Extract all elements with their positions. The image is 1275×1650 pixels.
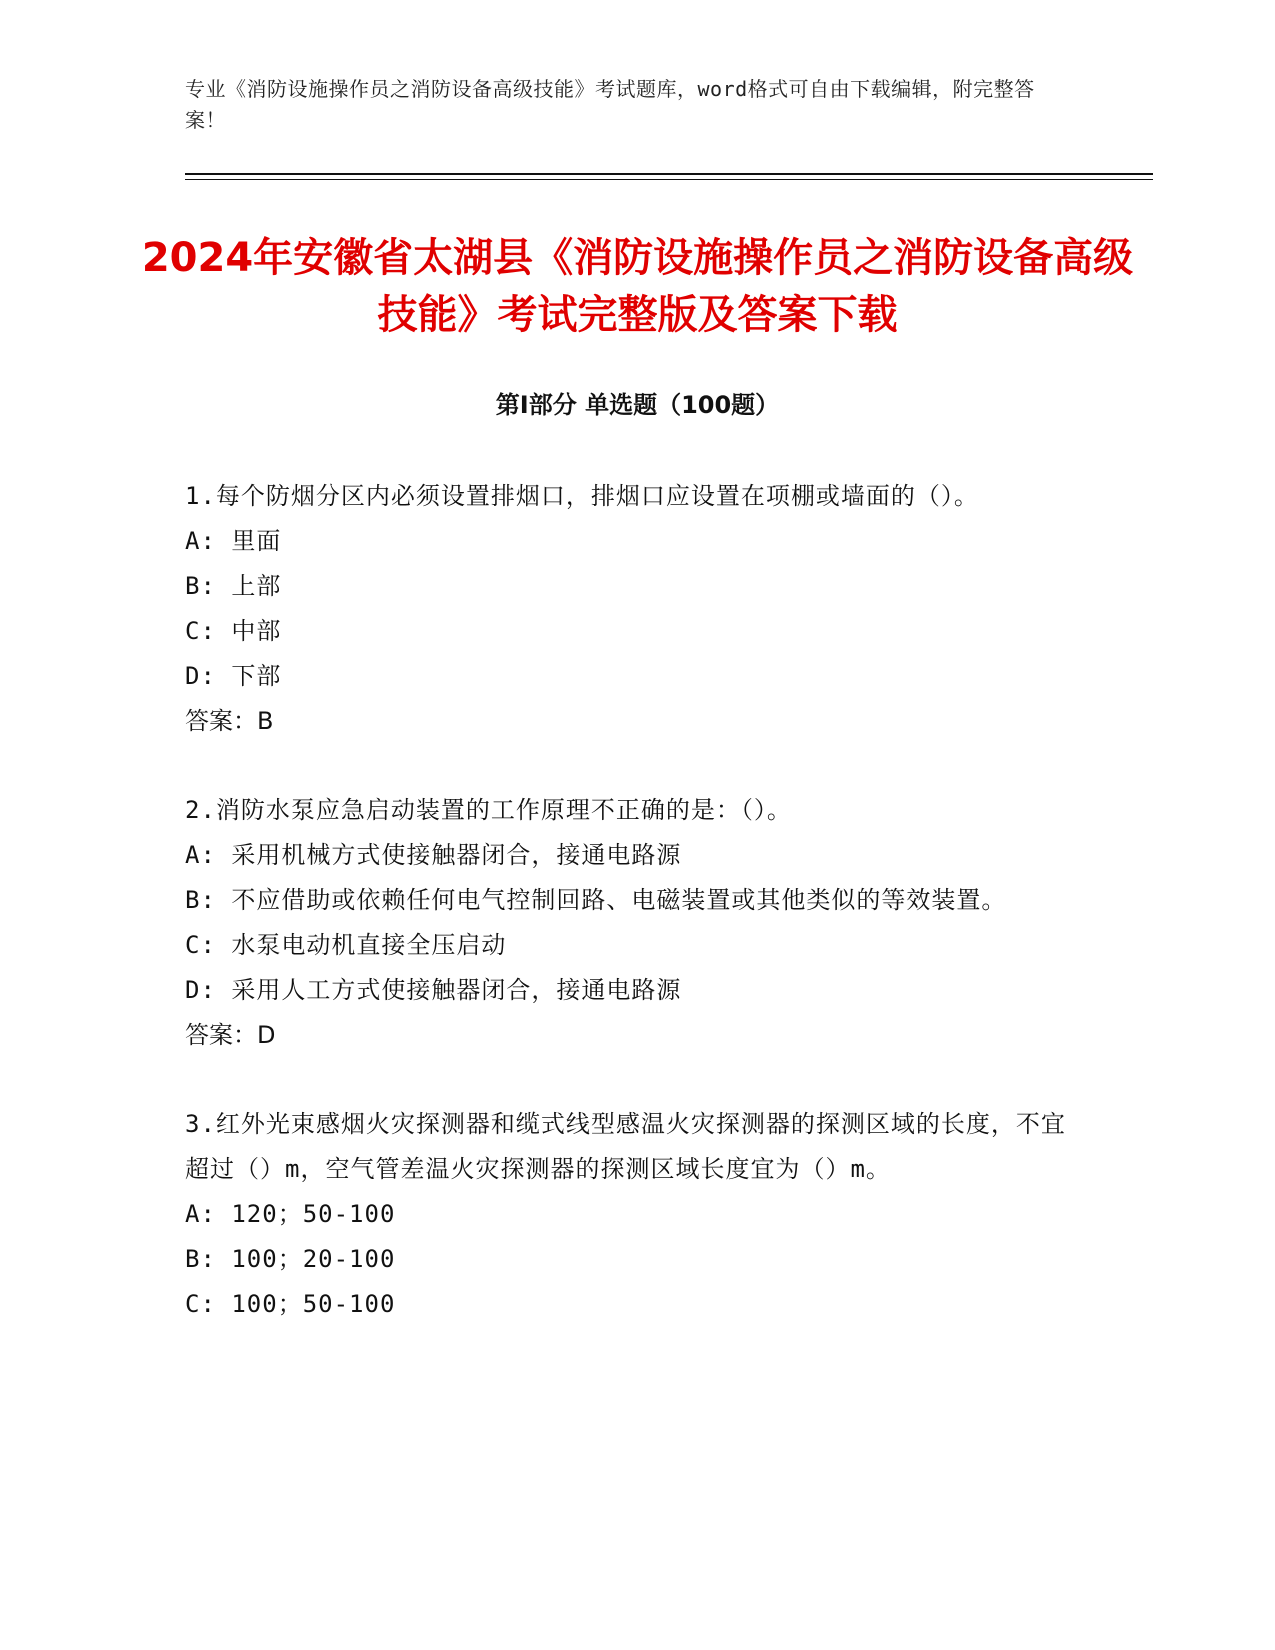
option-a: A: 120；50-100: [185, 1200, 396, 1228]
option-d: D: 采用人工方式使接触器闭合，接通电路源: [185, 976, 682, 1004]
option-b: B: 上部: [185, 572, 282, 600]
option-c: C: 100；50-100: [185, 1290, 396, 1318]
option-a: A: 采用机械方式使接触器闭合，接通电路源: [185, 841, 682, 869]
header-divider-thin: [185, 179, 1153, 180]
question-text: 3.红外光束感烟火灾探测器和缆式线型感温火灾探测器的探测区域的长度，不宜超过（）m，空气管差温火灾探测器的探测区域长度宜为（）m。: [185, 1110, 1066, 1183]
answer-line: 答案：B: [185, 707, 274, 735]
question-item: [185, 1102, 1075, 1327]
option-b: B: 不应借助或依赖任何电气控制回路、电磁装置或其他类似的等效装置。: [185, 886, 1007, 914]
section-heading: 第Ⅰ部分 单选题（100题）: [495, 391, 780, 419]
question-text: 1.每个防烟分区内必须设置排烟口，排烟口应设置在项棚或墙面的（）。: [185, 482, 979, 510]
option-c: C: 水泵电动机直接全压启动: [185, 931, 507, 959]
option-b: B: 100；20-100: [185, 1245, 396, 1273]
question-spacer: [185, 1058, 1075, 1102]
header-note: 专业《消防设施操作员之消防设备高级技能》考试题库，word格式可自由下载编辑，附完整答案！: [185, 77, 1035, 132]
option-d: D: 下部: [185, 662, 282, 690]
option-a: A: 里面: [185, 527, 282, 555]
question-text: 2.消防水泵应急启动装置的工作原理不正确的是：（）。: [185, 796, 792, 824]
question-item: [185, 474, 1075, 744]
document-title: 2024年安徽省太湖县《消防设施操作员之消防设备高级技能》考试完整版及答案下载: [141, 235, 1134, 338]
question-list: [185, 474, 1075, 1327]
question-spacer: [185, 744, 1075, 788]
answer-line: 答案：D: [185, 1021, 276, 1049]
header-divider-thick: [185, 173, 1153, 175]
option-c: C: 中部: [185, 617, 282, 645]
question-item: [185, 788, 1075, 1058]
